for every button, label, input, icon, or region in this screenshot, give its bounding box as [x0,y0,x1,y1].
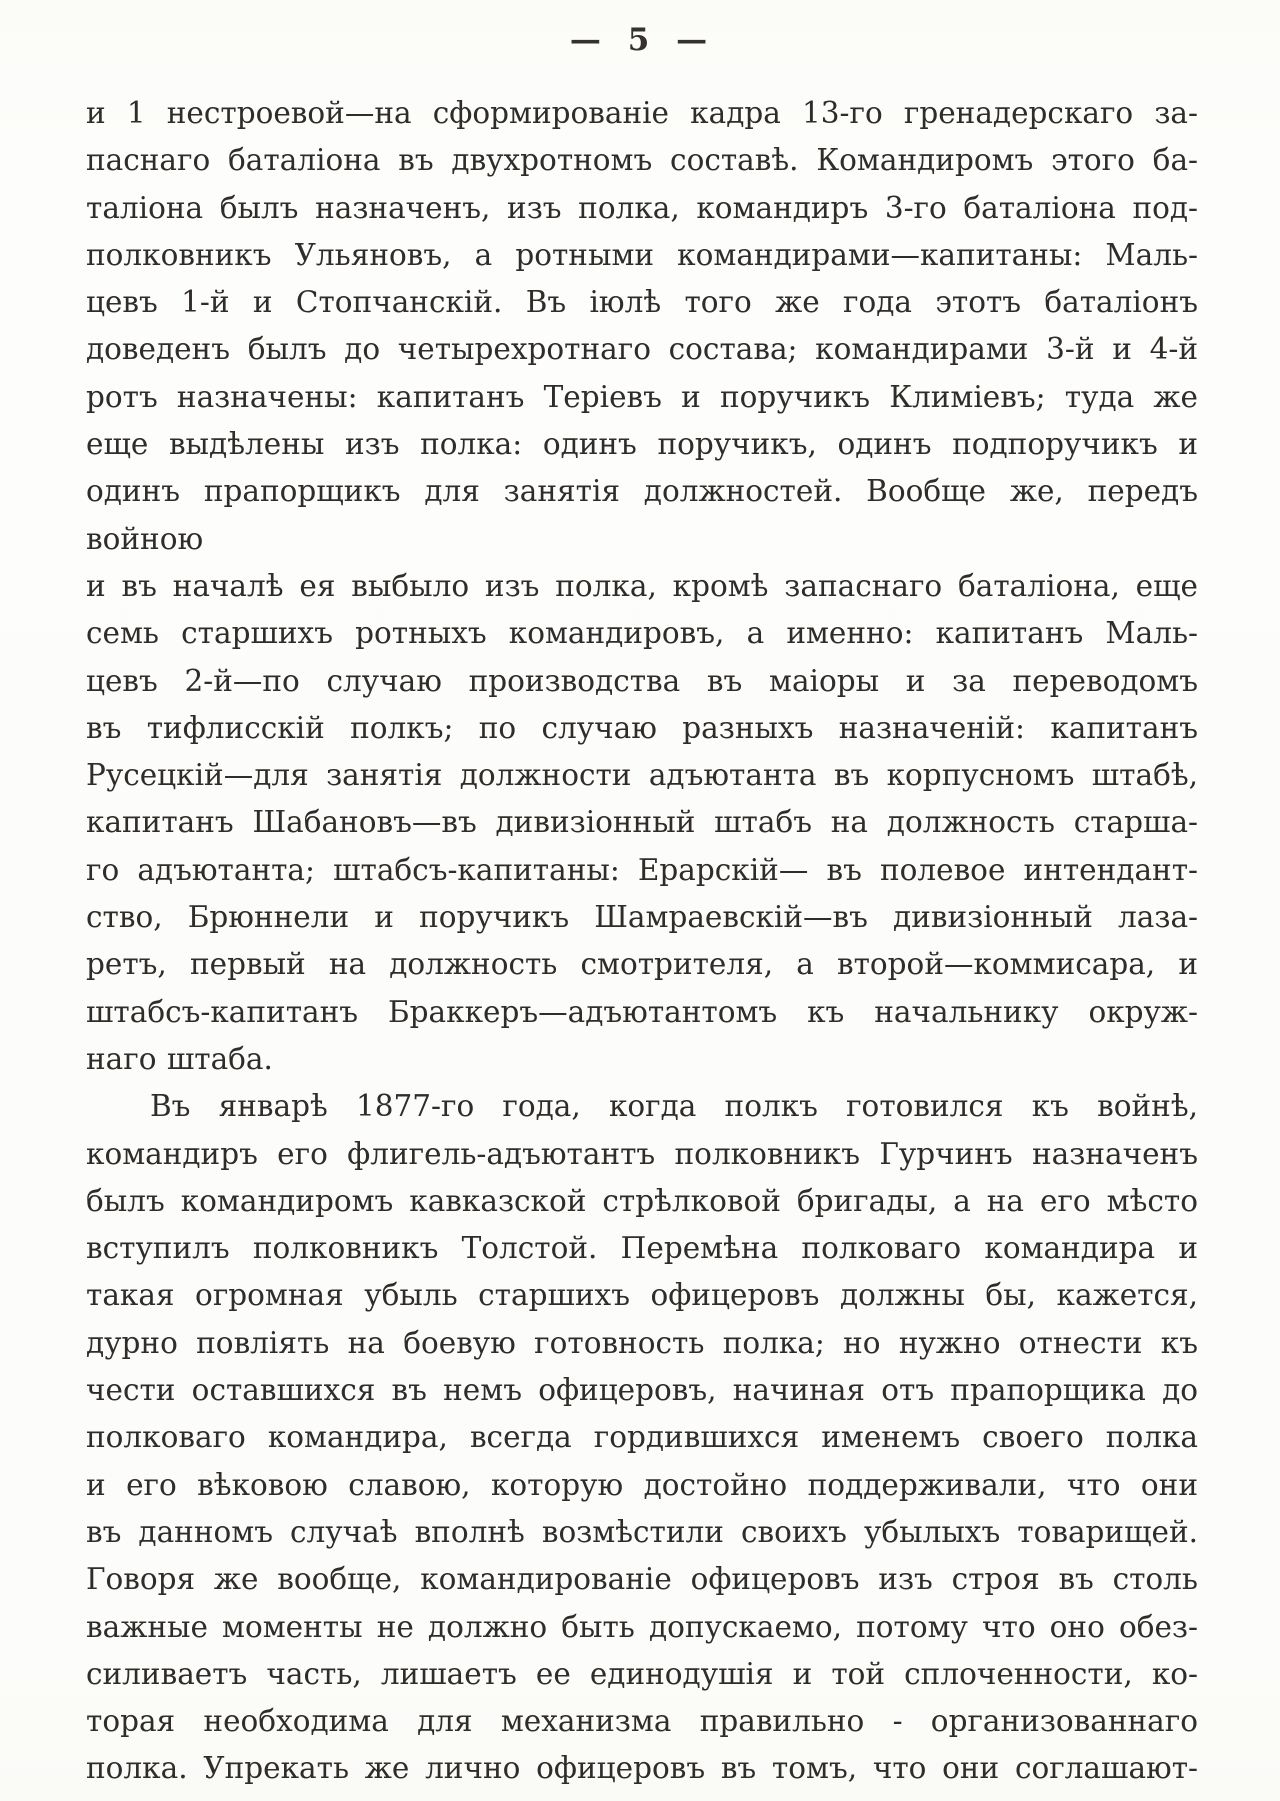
page-number-header: — 5 — [569,22,711,58]
text-line: Въ январѣ 1877-го года, когда полкъ готовился къ войнѣ, [150,1089,1198,1124]
paragraph [86,1083,1198,1792]
text-line: ство, Брюннели и поручикъ Шамраевскій—въ дивизіонный лаза- [86,900,1198,935]
text-line: штабсъ-капитанъ Браккеръ—адъютантомъ къ начальнику окруж- [86,994,1198,1029]
text-line: паснаго баталіона въ двухротномъ составѣ. Командиромъ этого ба- [86,143,1198,178]
text-line: семь старшихъ ротныхъ командировъ, а именно: капитанъ Маль- [86,616,1198,651]
text-line: цевъ 2-й—по случаю производства въ маіоры и за переводомъ [86,663,1198,698]
text-line: командиръ его флигель-адъютантъ полковникъ Гурчинъ назначенъ [86,1136,1198,1171]
text-line: полковаго командира, всегда гордившихся именемъ своего полка [86,1420,1198,1455]
text-line: полка. Упрекать же лично офицеровъ въ томъ, что они соглашают- [86,1751,1198,1786]
text-line: въ данномъ случаѣ вполнѣ возмѣстили своихъ убылыхъ товарищей. [86,1514,1198,1549]
text-line: Русецкій—для занятія должности адъютанта въ корпусномъ штабѣ, [86,758,1198,793]
text-line: наго штаба. [86,1041,273,1076]
text-line: силиваетъ часть, лишаетъ ее единодушія и той сплоченности, ко- [86,1656,1198,1691]
text-line: капитанъ Шабановъ—въ дивизіонный штабъ на должность старша- [86,805,1198,840]
text-line: ретъ, первый на должность смотрителя, а второй—коммисара, и [86,947,1198,982]
text-line: дурно повліять на боевую готовность полка; но нужно отнести къ [86,1325,1198,1360]
text-line: былъ командиромъ кавказской стрѣлковой бригады, а на его мѣсто [86,1183,1198,1218]
text-line: такая огромная убыль старшихъ офицеровъ должны бы, кажется, [86,1278,1198,1313]
body-text [86,90,1198,1793]
paragraph [86,90,1198,1083]
text-line: таліона былъ назначенъ, изъ полка, командиръ 3-го баталіона под- [86,190,1198,225]
text-line: и въ началѣ ея выбыло изъ полка, кромѣ запаснаго баталіона, еще [86,568,1198,603]
text-line: въ тифлисскій полкъ; по случаю разныхъ назначеній: капитанъ [86,710,1198,745]
text-line: торая необходима для механизма правильно - организованнаго [86,1704,1198,1739]
text-line: и его вѣковою славою, которую достойно поддерживали, что они [86,1467,1198,1502]
text-line: полковникъ Ульяновъ, а ротными командирами—капитаны: Маль- [86,237,1198,272]
text-line: ротъ назначены: капитанъ Теріевъ и поручикъ Климіевъ; туда же [86,379,1198,414]
text-line: цевъ 1-й и Стопчанскій. Въ іюлѣ того же года этотъ баталіонъ [86,285,1198,320]
text-line: Говоря же вообще, командированіе офицеровъ изъ строя въ столь [86,1562,1198,1597]
text-line: еще выдѣлены изъ полка: одинъ поручикъ, одинъ подпоручикъ и [86,427,1198,462]
text-line: и 1 нестроевой—на сформированіе кадра 13-го гренадерскаго за- [86,96,1198,130]
text-line: вступилъ полковникъ Толстой. Перемѣна полковаго командира и [86,1231,1198,1266]
text-line: доведенъ былъ до четырехротнаго состава; командирами 3-й и 4-й [86,332,1198,367]
text-line: го адъютанта; штабсъ-капитаны: Ерарскій— въ полевое интендант- [86,852,1198,887]
text-line: чести оставшихся въ немъ офицеровъ, начиная отъ прапорщика до [86,1373,1198,1408]
text-line: одинъ прапорщикъ для занятія должностей. Вообще же, передъ войною [86,474,1198,556]
text-line: важные моменты не должно быть допускаемо, потому что оно обез- [86,1609,1198,1644]
